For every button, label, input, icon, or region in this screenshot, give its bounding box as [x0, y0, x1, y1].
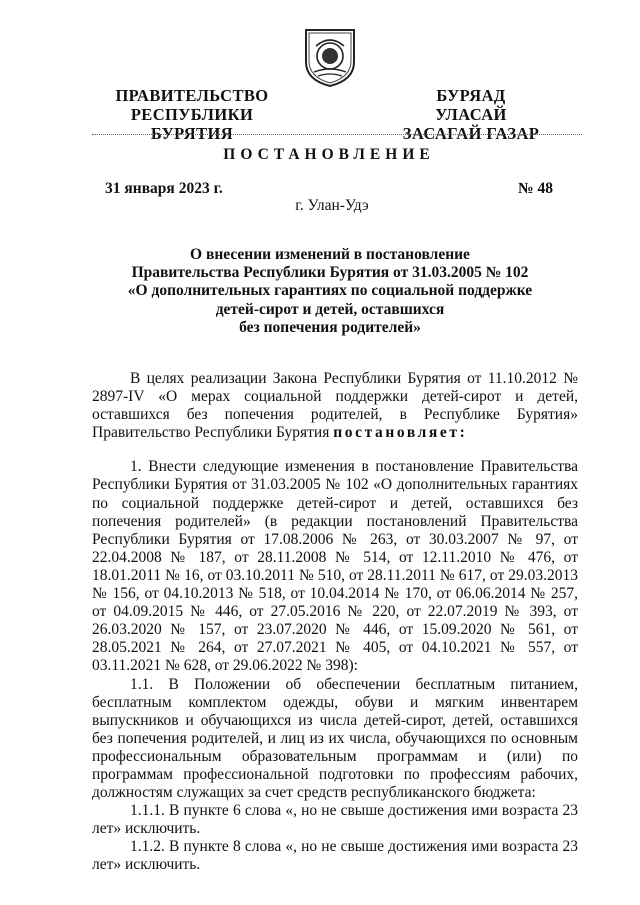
document-type: ПОСТАНОВЛЕНИЕ: [223, 146, 435, 163]
clause-1: 1. Внести следующие изменения в постановление Правительства Республики Бурятия от 31.03.2005 № 102 «О дополнительных гарантиях по социальной поддержке детей-сирот и детей, оставшихся без попечения родителей» (в редакции постановлений Правительства Республики Бурятия от 17.08.2006 № 263, от 30.03.2007 № 97, от 22.04.2008 № 187, от 28.11.2008 № 514, от 12.11.2010 № 476, от 18.01.2011 № 16, от 03.10.2011 № 510, от 28.11.2011 № 617, от 29.03.2013 № 156, от 04.10.2013 № 518, от 10.04.2014 № 170, от 06.06.2014 № 257, от 04.09.2015 № 446, от 27.05.2016 № 220, от 22.07.2019 № 393, от 26.03.2020 № 157, от 23.07.2020 № 446, от 15.09.2020 № 561, от 28.05.2021 № 264, от 27.07.2021 № 405, от 04.10.2021 № 557, от 03.11.2021 № 628, от 29.06.2022 № 398):: [92, 458, 578, 675]
decree-word: постановляет:: [333, 424, 468, 442]
document-city: г. Улан-Удэ: [295, 197, 369, 214]
clause-1-1: 1.1. В Положении об обеспечении бесплатным питанием, бесплатным комплектом одежды, обуви и мягким инвентарем выпускников и обучающихся из числа детей-сирот, детей, оставшихся без попечения родителей, и лиц из их числа, обучающихся по основным профессиональным образовательным программам и (или) по программам профессиональной подготовки по профессиям рабочих, должностям служащих за счет средств республиканского бюджета:: [92, 675, 578, 802]
preamble-paragraph: [92, 370, 578, 442]
title-line: Правительства Республики Бурятия от 31.03.2005 № 102: [131, 264, 529, 282]
clause-1-1-1: 1.1.1. В пункте 6 слова «, но не свыше достижения ими возраста 23 лет» исключить.: [92, 802, 578, 838]
org-name-buryat-line2: ЗАСАГАЙ ГАЗАР: [402, 124, 540, 143]
title-line: без попечения родителей»: [239, 318, 421, 336]
document-title: [90, 246, 570, 337]
coat-of-arms-icon: [300, 26, 360, 88]
org-name-russian-line2: РЕСПУБЛИКИ БУРЯТИЯ: [130, 105, 254, 143]
preamble-text: В целях реализации Закона Республики Бурятия от 11.10.2012 № 2897-IV «О мерах социальной поддержки детей-сирот и детей, оставшихся без попечения родителей, в Республике Бурятия» Правительство Республики Бурятия: [92, 370, 578, 442]
header-separator: [92, 134, 582, 135]
document-date: 31 января 2023 г.: [105, 180, 223, 197]
org-name-buryat-line1: БУРЯАД УЛАСАЙ: [435, 86, 507, 124]
document-number: № 48: [518, 180, 553, 197]
clause-1-1-2: 1.1.2. В пункте 8 слова «, но не свыше достижения ими возраста 23 лет» исключить.: [92, 838, 578, 874]
title-line: детей-сирот и детей, оставшихся: [215, 300, 445, 318]
title-line: «О дополнительных гарантиях по социальной поддержке: [127, 282, 533, 300]
org-name-russian-line1: ПРАВИТЕЛЬСТВО: [115, 86, 269, 105]
title-line: О внесении изменений в постановление: [190, 246, 470, 263]
document-body: [92, 370, 578, 875]
